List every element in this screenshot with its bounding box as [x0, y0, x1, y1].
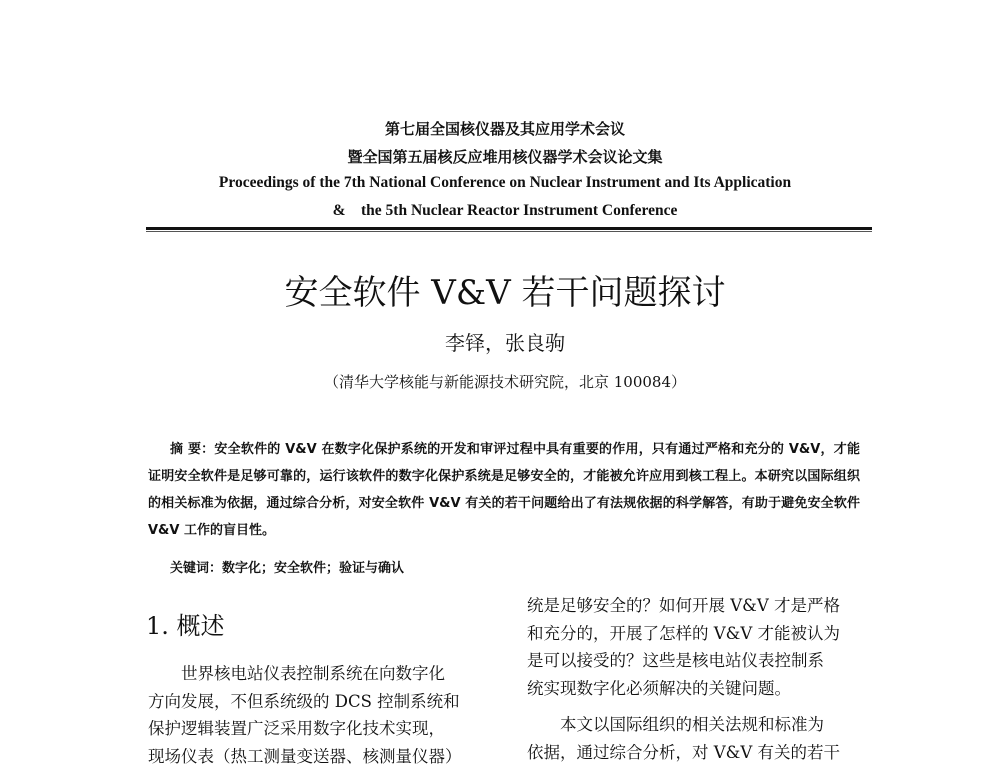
conference-title-cn-2: 暨全国第五届核反应堆用核仪器学术会议论文集 [0, 146, 1000, 167]
body-line: 保护逻辑装置广泛采用数字化技术实现， [148, 715, 478, 743]
header-rule [146, 227, 872, 230]
keywords [170, 557, 404, 576]
body-line: 现场仪表（热工测量变送器、核测量仪器） [148, 743, 478, 770]
body-line: 是可以接受的？这些是核电站仪表控制系 [527, 647, 862, 675]
authors: 李铎，张良驹 [0, 327, 1000, 356]
abstract-text: 安全软件的 V&V 在数字化保护系统的开发和审评过程中具有重要的作用，只有通过严格和充分的 V&V，才能证明安全软件是足够可靠的，运行该软件的数字化保护系统是足够安全的，才能被允许应用到核工程上。本研究以国际组织的相关标准为依据，通过综合分析，对安全软件 V&V 有关的若干问题给出了有法规依据的科学解答，有助于避免安全软件 V&V 工作的盲目性。 [148, 442, 860, 538]
body-line: 世界核电站仪表控制系统在向数字化 [148, 660, 478, 688]
body-line: 统是足够安全的？如何开展 V&V 才是严格 [527, 592, 862, 620]
body-line: 本文以国际组织的相关法规和标准为 [527, 711, 862, 739]
left-column [148, 660, 478, 770]
abstract-label: 摘 要： [170, 442, 214, 457]
keywords-text: 数字化；安全软件；验证与确认 [222, 561, 404, 576]
right-column [527, 592, 862, 766]
conference-title-cn-1: 第七届全国核仪器及其应用学术会议 [0, 118, 1000, 139]
header-rule-thin [146, 231, 872, 232]
affiliation: （清华大学核能与新能源技术研究院，北京 100084） [0, 371, 1000, 392]
paper-title: 安全软件 V&V 若干问题探讨 [0, 265, 1000, 314]
keywords-label: 关键词： [170, 561, 222, 576]
body-line: 和充分的，开展了怎样的 V&V 才能被认为 [527, 620, 862, 648]
abstract [148, 436, 860, 544]
conference-title-en-1: Proceedings of the 7th National Conference on Nuclear Instrument and Its Application [0, 174, 1000, 192]
body-line: 方向发展，不但系统级的 DCS 控制系统和 [148, 688, 478, 716]
section-heading: 1. 概述 [146, 606, 225, 641]
body-line: 依据，通过综合分析，对 V&V 有关的若干 [527, 739, 862, 767]
conference-title-en-2: & the 5th Nuclear Reactor Instrument Conference [0, 202, 1000, 220]
body-line: 统实现数字化必须解决的关键问题。 [527, 675, 862, 703]
